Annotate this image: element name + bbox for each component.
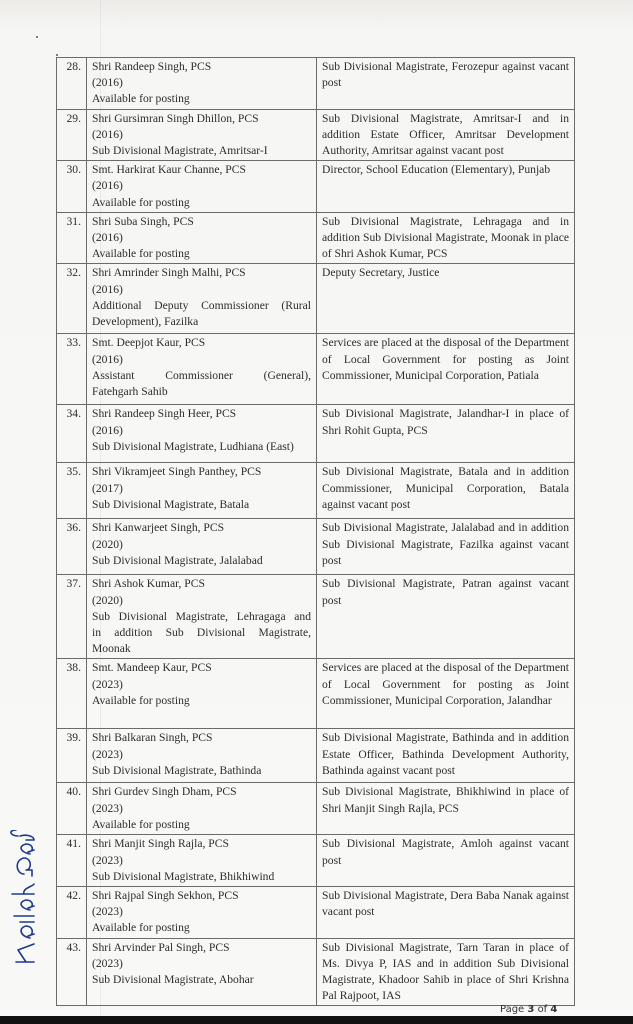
current-posting-line: Sub Divisional Magistrate, Amritsar-I xyxy=(92,144,268,158)
scan-speck xyxy=(56,54,58,56)
serial-number: 31. xyxy=(57,212,87,264)
officer-cell xyxy=(87,575,317,659)
scan-bottom-border xyxy=(0,1016,633,1024)
new-posting: Sub Divisional Magistrate, Jalandhar-I in place of Shri Rohit Gupta, PCS xyxy=(317,405,575,463)
officer-batch: (2023) xyxy=(92,853,123,867)
new-posting: Sub Divisional Magistrate, Tarn Taran in place of Ms. Divya P, IAS and in addition Sub Divisional Magistrate, Khadoor Sahib in place of Shri Krishna Pal Rajpoot, IAS xyxy=(317,938,575,1006)
officer-batch: (2023) xyxy=(92,905,123,919)
officer-cell xyxy=(87,405,317,463)
current-posting-line: Sub Divisional Magistrate, Lehragaga and xyxy=(92,609,311,623)
officer-cell xyxy=(87,519,317,575)
current-posting-line: Available for posting xyxy=(92,195,190,209)
serial-number: 41. xyxy=(57,835,87,887)
officer-cell xyxy=(87,729,317,783)
serial-number: 37. xyxy=(57,575,87,659)
officer-name: Shri Rajpal Singh Sekhon, PCS xyxy=(92,889,239,903)
current-posting-line: Available for posting xyxy=(92,921,190,935)
new-posting: Services are placed at the disposal of the Department of Local Government for posting as Joint Commissioner, Municipal Corporation, Patiala xyxy=(317,334,575,405)
scan-speck xyxy=(36,36,38,38)
serial-number: 38. xyxy=(57,659,87,729)
current-posting-line: Development), Fazilka xyxy=(92,315,199,329)
officer-name: Shri Randeep Singh Heer, PCS xyxy=(92,407,237,421)
serial-number: 34. xyxy=(57,405,87,463)
table-row xyxy=(57,729,575,783)
current-posting-line: Assistant Commissioner (General), xyxy=(92,368,311,382)
new-posting: Sub Divisional Magistrate, Ferozepur against vacant post xyxy=(317,58,575,110)
officer-batch: (2023) xyxy=(92,677,123,691)
new-posting: Sub Divisional Magistrate, Amloh against vacant post xyxy=(317,835,575,887)
officer-cell xyxy=(87,161,317,213)
current-posting-line: Sub Divisional Magistrate, Abohar xyxy=(92,973,254,987)
officer-cell xyxy=(87,463,317,519)
table-row xyxy=(57,264,575,334)
current-posting-line: Sub Divisional Magistrate, Batala xyxy=(92,497,250,511)
current-posting-line: Available for posting xyxy=(92,817,190,831)
current-posting-line: Fatehgarh Sahib xyxy=(92,385,168,399)
transfer-orders-table xyxy=(56,57,575,1006)
officer-batch: (2020) xyxy=(92,537,123,551)
table-row xyxy=(57,109,575,161)
serial-number: 29. xyxy=(57,109,87,161)
table-row xyxy=(57,659,575,729)
officer-name: Shri Manjit Singh Rajla, PCS xyxy=(92,837,229,851)
officer-cell xyxy=(87,334,317,405)
current-posting-line: Moonak xyxy=(92,642,131,656)
officer-name: Smt. Mandeep Kaur, PCS xyxy=(92,661,212,675)
officer-batch: (2017) xyxy=(92,481,123,495)
officer-name: Shri Randeep Singh, PCS xyxy=(92,60,212,73)
officer-name: Shri Ashok Kumar, PCS xyxy=(92,577,205,591)
current-posting-line: Additional Deputy Commissioner (Rural xyxy=(92,298,311,312)
current-posting-line: Sub Divisional Magistrate, Ludhiana (East) xyxy=(92,439,294,453)
officer-name: Shri Vikramjeet Singh Panthey, PCS xyxy=(92,465,262,479)
table-row xyxy=(57,887,575,939)
officer-cell xyxy=(87,783,317,835)
handwritten-signature xyxy=(4,830,44,970)
table-row xyxy=(57,58,575,110)
serial-number: 33. xyxy=(57,334,87,405)
officer-name: Shri Gurdev Singh Dham, PCS xyxy=(92,785,237,799)
officer-name: Shri Balkaran Singh, PCS xyxy=(92,731,213,745)
table-row xyxy=(57,212,575,264)
officer-cell xyxy=(87,887,317,939)
current-posting-line: Sub Divisional Magistrate, Jalalabad xyxy=(92,553,263,567)
new-posting: Services are placed at the disposal of the Department of Local Government for posting as Joint Commissioner, Municipal Corporation, Jalandhar xyxy=(317,659,575,729)
new-posting: Sub Divisional Magistrate, Amritsar-I and in addition Estate Officer, Amritsar Development Authority, Amritsar against vacant post xyxy=(317,109,575,161)
officer-batch: (2023) xyxy=(92,801,123,815)
table-row xyxy=(57,835,575,887)
new-posting: Sub Divisional Magistrate, Jalalabad and in addition Sub Divisional Magistrate, Fazilka against vacant post xyxy=(317,519,575,575)
officer-cell xyxy=(87,58,317,110)
officer-cell xyxy=(87,938,317,1006)
officer-batch: (2016) xyxy=(92,76,123,90)
new-posting: Sub Divisional Magistrate, Patran against vacant post xyxy=(317,575,575,659)
page-number-footer xyxy=(500,1004,557,1015)
officer-name: Shri Kanwarjeet Singh, PCS xyxy=(92,521,225,535)
serial-number: 32. xyxy=(57,264,87,334)
officer-cell xyxy=(87,264,317,334)
officer-cell xyxy=(87,659,317,729)
table-row xyxy=(57,161,575,213)
serial-number: 35. xyxy=(57,463,87,519)
officer-name: Shri Amrinder Singh Malhi, PCS xyxy=(92,266,246,280)
serial-number: 40. xyxy=(57,783,87,835)
page-current: 3 xyxy=(527,1004,535,1015)
table-row xyxy=(57,519,575,575)
current-posting-line: Sub Divisional Magistrate, Bhikhiwind xyxy=(92,869,275,883)
officer-cell xyxy=(87,109,317,161)
table-row xyxy=(57,463,575,519)
officer-cell xyxy=(87,212,317,264)
officer-name: Smt. Deepjot Kaur, PCS xyxy=(92,336,206,350)
new-posting: Deputy Secretary, Justice xyxy=(317,264,575,334)
table-row xyxy=(57,938,575,1006)
officer-batch: (2023) xyxy=(92,956,123,970)
page-label: Page xyxy=(500,1004,525,1015)
officer-name: Shri Arvinder Pal Singh, PCS xyxy=(92,940,230,954)
officer-batch: (2016) xyxy=(92,423,123,437)
table-row xyxy=(57,405,575,463)
table-row xyxy=(57,783,575,835)
page-of: of xyxy=(537,1004,548,1015)
officer-name: Shri Gursimran Singh Dhillon, PCS xyxy=(92,111,259,125)
officer-cell xyxy=(87,835,317,887)
serial-number: 28. xyxy=(57,58,87,110)
serial-number: 43. xyxy=(57,938,87,1006)
serial-number: 36. xyxy=(57,519,87,575)
serial-number: 42. xyxy=(57,887,87,939)
officer-batch: (2016) xyxy=(92,231,123,245)
page-total: 4 xyxy=(550,1004,558,1015)
table-body xyxy=(57,58,575,1006)
officer-name: Smt. Harkirat Kaur Channe, PCS xyxy=(92,163,246,177)
current-posting-line: in addition Sub Divisional Magistrate, xyxy=(92,626,311,640)
officer-batch: (2023) xyxy=(92,747,123,761)
officer-batch: (2016) xyxy=(92,179,123,193)
new-posting: Sub Divisional Magistrate, Batala and in addition Commissioner, Municipal Corporation, Batala against vacant post xyxy=(317,463,575,519)
officer-batch: (2020) xyxy=(92,593,123,607)
officer-batch: (2016) xyxy=(92,127,123,141)
officer-name: Shri Suba Singh, PCS xyxy=(92,214,194,228)
serial-number: 30. xyxy=(57,161,87,213)
table-row xyxy=(57,334,575,405)
table-row xyxy=(57,575,575,659)
new-posting: Sub Divisional Magistrate, Lehragaga and in addition Sub Divisional Magistrate, Moonak in place of Shri Ashok Kumar, PCS xyxy=(317,212,575,264)
new-posting: Sub Divisional Magistrate, Bhikhiwind in place of Shri Manjit Singh Rajla, PCS xyxy=(317,783,575,835)
current-posting-line: Available for posting xyxy=(92,247,190,261)
new-posting: Director, School Education (Elementary), Punjab xyxy=(317,161,575,213)
current-posting-line: Sub Divisional Magistrate, Bathinda xyxy=(92,763,262,777)
new-posting: Sub Divisional Magistrate, Dera Baba Nanak against vacant post xyxy=(317,887,575,939)
new-posting: Sub Divisional Magistrate, Bathinda and in addition Estate Officer, Bathinda Development Authority, Bathinda against vacant post xyxy=(317,729,575,783)
current-posting-line: Available for posting xyxy=(92,693,190,707)
current-posting-line: Available for posting xyxy=(92,92,190,106)
officer-batch: (2016) xyxy=(92,282,123,296)
serial-number: 39. xyxy=(57,729,87,783)
officer-batch: (2016) xyxy=(92,352,123,366)
